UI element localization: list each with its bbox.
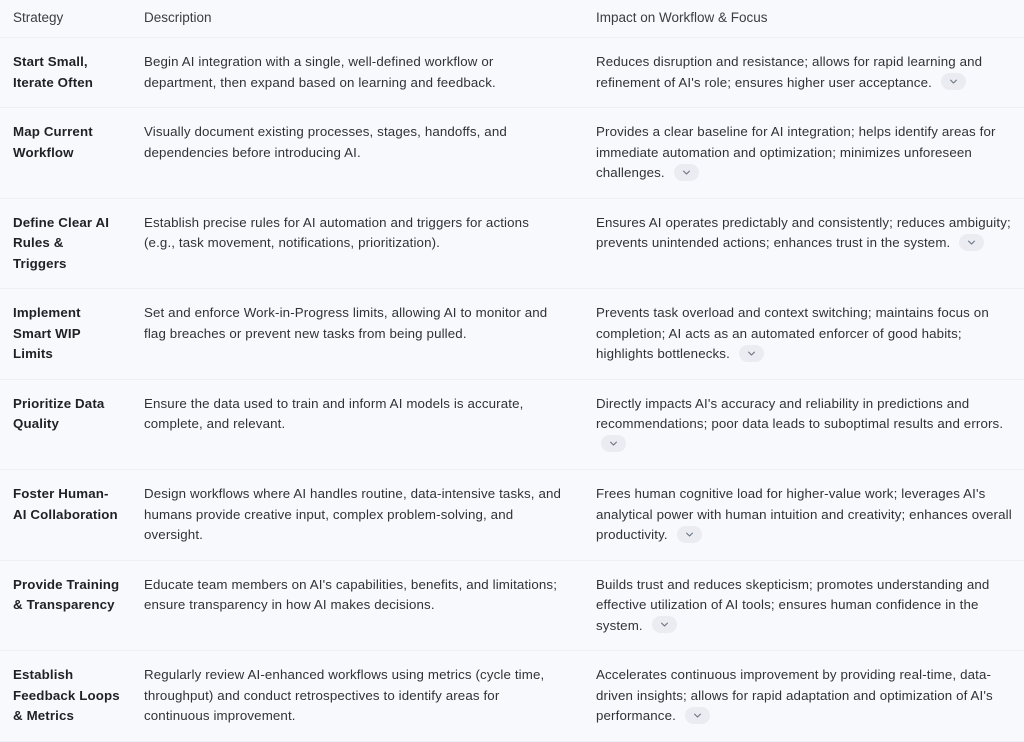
table-row [0, 379, 1024, 470]
cell-impact-text: Directly impacts AI's accuracy and reliability in predictions and recommendations; poor data leads to suboptimal results and errors. [596, 395, 1004, 431]
cell-description: Establish precise rules for AI automation and triggers for actions (e.g., task movement, notifications, prioritization). [134, 198, 585, 289]
expand-row-button[interactable] [677, 526, 702, 543]
expand-row-button[interactable] [601, 435, 626, 452]
cell-impact [585, 198, 1024, 289]
cell-description: Begin AI integration with a single, well-defined workflow or department, then expand based on learning and feedback. [134, 38, 585, 108]
cell-description: Set and enforce Work-in-Progress limits, allowing AI to monitor and flag breaches or prevent new tasks from being pulled. [134, 289, 585, 380]
cell-strategy: Prioritize Data Quality [0, 379, 134, 470]
chevron-down-icon [608, 438, 619, 449]
cell-impact-text: Builds trust and reduces skepticism; promotes understanding and effective utilization of AI tools; ensures human confidence in the system. [596, 576, 990, 633]
table-header [0, 0, 1024, 38]
expand-row-button[interactable] [959, 234, 984, 251]
cell-impact [585, 651, 1024, 742]
expand-row-button[interactable] [685, 707, 710, 724]
cell-impact-text: Reduces disruption and resistance; allows for rapid learning and refinement of AI's role; ensures higher user acceptance. [596, 54, 983, 90]
cell-strategy: Establish Feedback Loops & Metrics [0, 651, 134, 742]
chevron-down-icon [948, 76, 959, 87]
cell-strategy: Implement Smart WIP Limits [0, 289, 134, 380]
expand-row-button[interactable] [941, 73, 966, 90]
expand-row-button[interactable] [652, 616, 677, 633]
column-header-description: Description [134, 0, 585, 38]
cell-impact-text: Accelerates continuous improvement by providing real-time, data-driven insights; allows for rapid adaptation and optimization of AI's performance. [596, 667, 993, 723]
chevron-down-icon [692, 710, 703, 721]
table-row [0, 289, 1024, 380]
cell-impact [585, 560, 1024, 651]
column-header-impact: Impact on Workflow & Focus [585, 0, 1024, 38]
cell-impact [585, 289, 1024, 380]
table-row [0, 560, 1024, 651]
cell-impact-text: Provides a clear baseline for AI integration; helps identify areas for immediate automation and optimization; minimizes unforeseen challenges. [596, 124, 996, 180]
cell-strategy: Define Clear AI Rules & Triggers [0, 198, 134, 289]
cell-description: Design workflows where AI handles routine, data-intensive tasks, and humans provide creative input, complex problem-solving, and oversight. [134, 470, 585, 561]
table-row [0, 108, 1024, 199]
cell-description: Visually document existing processes, stages, handoffs, and dependencies before introducing AI. [134, 108, 585, 199]
table-row [0, 38, 1024, 108]
cell-description: Educate team members on AI's capabilities, benefits, and limitations; ensure transparency in how AI makes decisions. [134, 560, 585, 651]
cell-impact-text: Ensures AI operates predictably and consistently; reduces ambiguity; prevents unintended actions; enhances trust in the system. [596, 214, 1011, 250]
chevron-down-icon [966, 237, 977, 248]
expand-row-button[interactable] [739, 345, 764, 362]
expand-row-button[interactable] [674, 164, 699, 181]
chevron-down-icon [659, 619, 670, 630]
cell-strategy: Start Small, Iterate Often [0, 38, 134, 108]
table-body [0, 38, 1024, 742]
cell-impact-text: Prevents task overload and context switching; maintains focus on completion; AI acts as an automated enforcer of good habits; highlights bottlenecks. [596, 305, 989, 361]
chevron-down-icon [746, 348, 757, 359]
table-row [0, 651, 1024, 742]
table-row [0, 198, 1024, 289]
cell-description: Ensure the data used to train and inform AI models is accurate, complete, and relevant. [134, 379, 585, 470]
cell-description: Regularly review AI-enhanced workflows using metrics (cycle time, throughput) and conduct retrospectives to identify areas for continuous improvement. [134, 651, 585, 742]
chevron-down-icon [681, 167, 692, 178]
cell-strategy: Map Current Workflow [0, 108, 134, 199]
cell-impact [585, 379, 1024, 470]
column-header-strategy: Strategy [0, 0, 134, 38]
cell-impact [585, 38, 1024, 108]
cell-strategy: Provide Training & Transparency [0, 560, 134, 651]
cell-strategy: Foster Human-AI Collaboration [0, 470, 134, 561]
chevron-down-icon [684, 529, 695, 540]
cell-impact [585, 108, 1024, 199]
cell-impact-text: Frees human cognitive load for higher-value work; leverages AI's analytical power with human intuition and creativity; enhances overall productivity. [596, 486, 1012, 542]
cell-impact [585, 470, 1024, 561]
table-row [0, 470, 1024, 561]
table-header-row [0, 0, 1024, 38]
